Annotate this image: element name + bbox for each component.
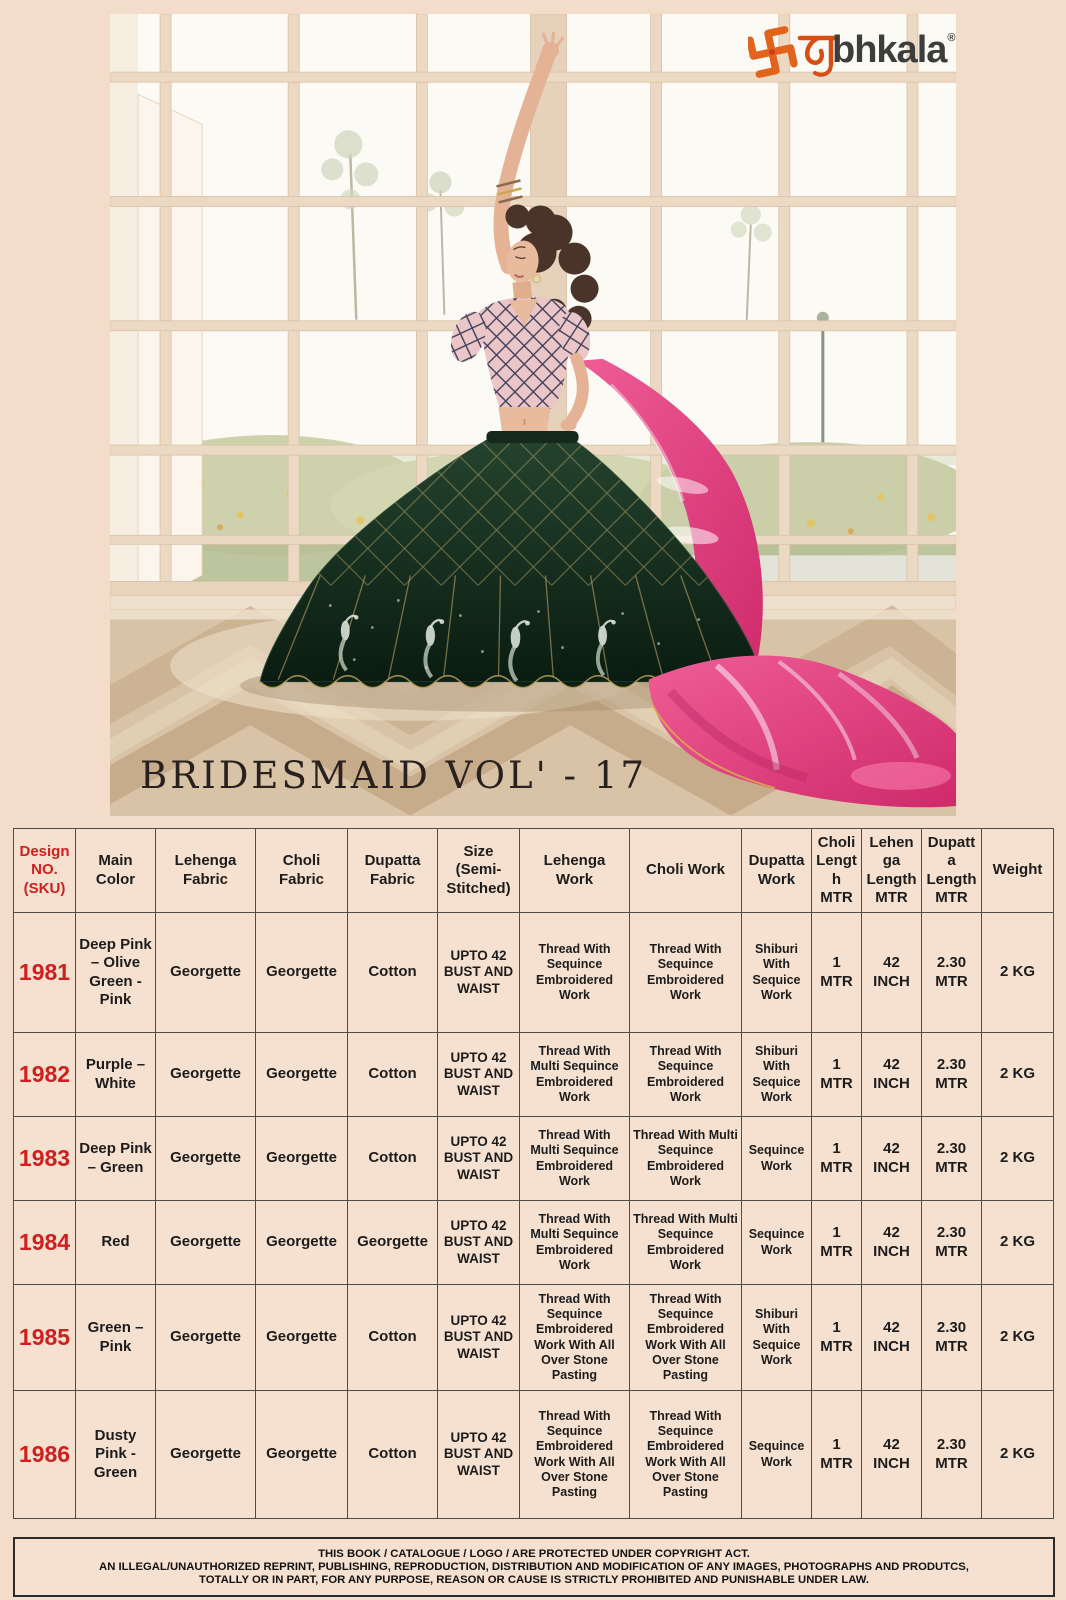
cell-lehenga-fabric: Georgette (156, 1117, 256, 1201)
cell-lehenga-length: 42 INCH (862, 1033, 922, 1117)
cell-weight: 2 KG (982, 1117, 1054, 1201)
cell-choli-length: 1 MTR (812, 913, 862, 1033)
cell-lehenga-length: 42 INCH (862, 1117, 922, 1201)
cell-size: UPTO 42 BUST AND WAIST (438, 1201, 520, 1285)
table-row (14, 1285, 1054, 1391)
cell-dupatta-fabric: Cotton (348, 913, 438, 1033)
cell-dupatta-fabric: Cotton (348, 1033, 438, 1117)
cell-sku: 1984 (14, 1201, 76, 1285)
cell-choli-work: Thread With Multi Sequince Embroidered Work (630, 1201, 742, 1285)
cell-choli-work: Thread With Sequince Embroidered Work With All Over Stone Pasting (630, 1285, 742, 1391)
header-choli-fabric: Choli Fabric (256, 829, 348, 913)
cell-dupatta-length: 2.30 MTR (922, 1117, 982, 1201)
cell-lehenga-fabric: Georgette (156, 1033, 256, 1117)
cell-main-color: Deep Pink – Olive Green - Pink (76, 913, 156, 1033)
cell-dupatta-work: Shiburi With Sequice Work (742, 1285, 812, 1391)
table-row (14, 1033, 1054, 1117)
cell-sku: 1983 (14, 1117, 76, 1201)
header-size: Size (Semi-Stitched) (438, 829, 520, 913)
cell-lehenga-length: 42 INCH (862, 1285, 922, 1391)
cell-choli-length: 1 MTR (812, 1285, 862, 1391)
cell-choli-length: 1 MTR (812, 1033, 862, 1117)
collection-title: BRIDESMAID VOL' - 17 (140, 753, 647, 797)
cell-dupatta-work: Sequince Work (742, 1201, 812, 1285)
copyright-box (13, 1537, 1055, 1597)
brand-logo (748, 24, 956, 78)
cell-dupatta-fabric: Georgette (348, 1201, 438, 1285)
copyright-line: THIS BOOK / CATALOGUE / LOGO / ARE PROTECTED UNDER COPYRIGHT ACT. (318, 1548, 750, 1560)
cell-lehenga-work: Thread With Sequince Embroidered Work With All Over Stone Pasting (520, 1391, 630, 1519)
cell-lehenga-work: Thread With Multi Sequince Embroidered Work (520, 1117, 630, 1201)
cell-choli-work: Thread With Sequince Embroidered Work With All Over Stone Pasting (630, 1391, 742, 1519)
cell-dupatta-fabric: Cotton (348, 1285, 438, 1391)
cell-lehenga-fabric: Georgette (156, 913, 256, 1033)
hero-photo (110, 14, 956, 816)
cell-choli-fabric: Georgette (256, 1201, 348, 1285)
cell-size: UPTO 42 BUST AND WAIST (438, 1285, 520, 1391)
cell-lehenga-length: 42 INCH (862, 1391, 922, 1519)
cell-choli-work: Thread With Sequince Embroidered Work (630, 1033, 742, 1117)
cell-main-color: Purple – White (76, 1033, 156, 1117)
cell-dupatta-length: 2.30 MTR (922, 1391, 982, 1519)
cell-dupatta-work: Shiburi With Sequice Work (742, 913, 812, 1033)
cell-dupatta-work: Sequince Work (742, 1391, 812, 1519)
table-row (14, 1391, 1054, 1519)
cell-dupatta-length: 2.30 MTR (922, 913, 982, 1033)
header-weight: Weight (982, 829, 1054, 913)
table-row (14, 913, 1054, 1033)
cell-choli-fabric: Georgette (256, 1285, 348, 1391)
table-row (14, 1117, 1054, 1201)
header-dupatta-fabric: Dupatta Fabric (348, 829, 438, 913)
cell-choli-length: 1 MTR (812, 1391, 862, 1519)
cell-main-color: Dusty Pink - Green (76, 1391, 156, 1519)
registered-mark: ® (947, 32, 956, 44)
cell-sku: 1982 (14, 1033, 76, 1117)
cell-dupatta-length: 2.30 MTR (922, 1201, 982, 1285)
cell-dupatta-fabric: Cotton (348, 1117, 438, 1201)
table-row (14, 1201, 1054, 1285)
cell-choli-fabric: Georgette (256, 913, 348, 1033)
cell-choli-work: Thread With Sequince Embroidered Work (630, 913, 742, 1033)
cell-lehenga-work: Thread With Sequince Embroidered Work With All Over Stone Pasting (520, 1285, 630, 1391)
cell-dupatta-fabric: Cotton (348, 1391, 438, 1519)
cell-size: UPTO 42 BUST AND WAIST (438, 1117, 520, 1201)
cell-lehenga-length: 42 INCH (862, 913, 922, 1033)
header-main-color: Main Color (76, 829, 156, 913)
header-lehenga-length: Lehenga Length MTR (862, 829, 922, 913)
cell-size: UPTO 42 BUST AND WAIST (438, 1033, 520, 1117)
swastika-icon (749, 29, 794, 74)
cell-choli-fabric: Georgette (256, 1033, 348, 1117)
spec-table (13, 828, 1054, 1519)
cell-weight: 2 KG (982, 1201, 1054, 1285)
cell-weight: 2 KG (982, 1391, 1054, 1519)
cell-choli-fabric: Georgette (256, 1391, 348, 1519)
cell-sku: 1986 (14, 1391, 76, 1519)
header-dupatta-work: Dupatta Work (742, 829, 812, 913)
header-lehenga-work: Lehenga Work (520, 829, 630, 913)
cell-weight: 2 KG (982, 913, 1054, 1033)
cell-dupatta-length: 2.30 MTR (922, 1285, 982, 1391)
cell-lehenga-fabric: Georgette (156, 1285, 256, 1391)
cell-sku: 1981 (14, 913, 76, 1033)
cell-choli-length: 1 MTR (812, 1201, 862, 1285)
copyright-line: TOTALLY OR IN PART, FOR ANY PURPOSE, REASON OR CAUSE IS STRICTLY PROHIBITED AND PUNISHABLE UNDER LAW. (199, 1574, 869, 1586)
cell-main-color: Deep Pink – Green (76, 1117, 156, 1201)
hero-photo-illustration (110, 14, 956, 816)
cell-lehenga-fabric: Georgette (156, 1201, 256, 1285)
cell-dupatta-work: Sequince Work (742, 1117, 812, 1201)
cell-lehenga-work: Thread With Multi Sequince Embroidered Work (520, 1201, 630, 1285)
header-dupatta-length: Dupatta Length MTR (922, 829, 982, 913)
cell-main-color: Red (76, 1201, 156, 1285)
cell-main-color: Green – Pink (76, 1285, 156, 1391)
header-row (14, 829, 1054, 913)
header-choli-work: Choli Work (630, 829, 742, 913)
brand-wordmark: bhkala (832, 29, 947, 71)
shubhkala-logo-mark (748, 24, 840, 78)
copyright-line: AN ILLEGAL/UNAUTHORIZED REPRINT, PUBLISHING, REPRODUCTION, DISTRIBUTION AND MODIFICATION OF ANY IMAGES, PHOTOGRAPHS AND PRODUTCS, (99, 1561, 969, 1573)
cell-lehenga-work: Thread With Sequince Embroidered Work (520, 913, 630, 1033)
cell-weight: 2 KG (982, 1033, 1054, 1117)
header-choli-length: Choli Length MTR (812, 829, 862, 913)
cell-dupatta-length: 2.30 MTR (922, 1033, 982, 1117)
cell-dupatta-work: Shiburi With Sequice Work (742, 1033, 812, 1117)
cell-size: UPTO 42 BUST AND WAIST (438, 913, 520, 1033)
cell-lehenga-fabric: Georgette (156, 1391, 256, 1519)
cell-choli-fabric: Georgette (256, 1117, 348, 1201)
shu-glyph-icon (800, 38, 836, 75)
cell-size: UPTO 42 BUST AND WAIST (438, 1391, 520, 1519)
header-design-sku: Design NO. (SKU) (14, 829, 76, 913)
cell-weight: 2 KG (982, 1285, 1054, 1391)
cell-sku: 1985 (14, 1285, 76, 1391)
header-lehenga-fabric: Lehenga Fabric (156, 829, 256, 913)
cell-choli-length: 1 MTR (812, 1117, 862, 1201)
cell-choli-work: Thread With Multi Sequince Embroidered Work (630, 1117, 742, 1201)
cell-lehenga-work: Thread With Multi Sequince Embroidered Work (520, 1033, 630, 1117)
cell-lehenga-length: 42 INCH (862, 1201, 922, 1285)
